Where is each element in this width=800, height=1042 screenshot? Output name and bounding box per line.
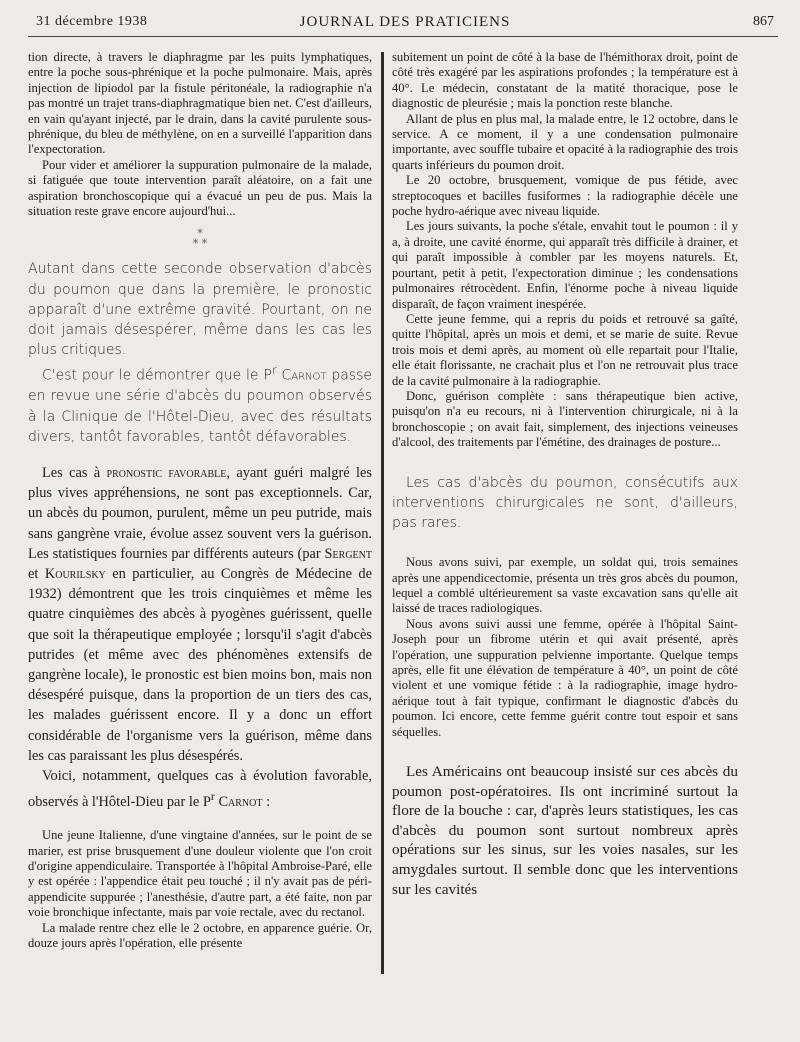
left-paragraph-2: Pour vider et améliorer la suppuration pulmonaire de la malade, si fatiguée que toute intervention paraît aléatoire, on a fait une aspiration bronchoscopique qui a évacué un peu de pus. Mais la situation reste grave encore aujourd'hui...	[28, 157, 372, 219]
left-paragraph-1: tion directe, à travers le diaphragme par les puits lymphatiques, entre la poche sous-phrénique et la poche pulmonaire. Mais, après injection de lipiodol par la fistule péritonéale, la radiographie n'a pas montré un trajet trans-diaphragmatique bien net. C'est d'ailleurs, en vain qu'ayant injecté, par le drain, dans la cavité purulente sous-phrénique, du bleu de méthylène, on en a surveillé l'apparition dans l'expectoration.	[28, 50, 372, 157]
body-paragraph-1: Les cas à pronostic favorable, ayant guéri malgré les plus vives appréhensions, ne sont pas exceptionnels. Car, un abcès du poumon, purulent, même un peu putride, mais sans gangrène vraie, évolue assez souvent vers la guérison. Les statistiques fournies par différents auteurs (par Sergent et Kourilsky en particulier, au Congrès de Médecine de 1932) démontrent que les trois cinquièmes et même les quatre cinquièmes des abcès à pyogènes guérissent, quelle que soit la thérapeutique employée ; lorsqu'il s'agit d'abcès putrides (et même avec des phénomènes extensifs de gangrène locale), le pronostic est bien moins bon, mais non désespéré puisque, dans la proportion de un tiers des cas, les malades guérissent encore. Il y a donc un effort considérable de l'organisme vers la guérison, même dans les cas paraissant les plus désespérés.	[28, 464, 372, 764]
right-column	[392, 50, 738, 899]
right-paragraph-8: Nous avons suivi aussi une femme, opérée à l'hôpital Saint-Joseph pour un fibrome utérin et qui avait présenté, après l'opération, une suppuration pelvienne importante. Quelque temps après, elle fit une élévation de température à 40°, un point de côté violent et une vomique fétide : à la radiographie, image hydro-aérique tout à fait typique, confirmant le diagnostic d'abcès du poumon. Ici encore, cette femme guérit contre tout espoir et sans séquelles.	[392, 616, 738, 739]
intro-paragraph-1: Autant dans cette seconde observation d'abcès du poumon que dans la première, le pronostic apparaît d'une extrême gravité. Pourtant, on ne doit jamais désespérer, même dans les cas les plus critiques.	[28, 261, 372, 359]
right-highlight-paragraph: Les cas d'abcès du poumon, consécutifs aux interventions chirurgicales ne sont, d'ailleurs, pas rares.	[392, 474, 738, 531]
right-paragraph-6: Donc, guérison complète : sans thérapeutique bien active, puisqu'on n'a eu recours, ni à l'intervention chirurgicale, ni à la bronchoscopie ; on avait fait, simplement, des injections veineuses d'alcool, des traitements par l'émétine, des drainages de posture...	[392, 388, 738, 450]
left-column	[28, 50, 372, 951]
header-date: 31 décembre 1938	[36, 14, 148, 29]
right-closing-paragraph: Les Américains ont beaucoup insisté sur ces abcès du poumon post-opératoires. Ils ont incriminé surtout la flore de la bouche : car, d'après leurs statistiques, les cas d'abcès du poumon sont surtout nombreux après opérations sur les sinus, sur les voies nasales, sur les amygdales surtout. Il semble donc que les interventions sur les cavités	[392, 763, 738, 898]
case-paragraph-2: La malade rentre chez elle le 2 octobre, en apparence guérie. Or, douze jours après l'opération, elle présente	[28, 920, 372, 951]
running-header	[36, 14, 774, 34]
right-paragraph-1: subitement un point de côté à la base de l'hémithorax droit, point de côté très exagéré par les aspirations profondes ; la température est à 40°. Le médecin, constatant de la matité thoracique, pose le diagnostic de pleurésie ; mais la ponction reste blanche.	[392, 50, 738, 111]
header-journal-title: JOURNAL DES PRATICIENS	[299, 14, 511, 30]
intro-paragraph-2: C'est pour le démontrer que le $P^r$ Carnot passe en revue une série d'abcès du poumon observés à la Clinique de l'Hôtel-Dieu, avec des résultats divers, tantôt favorables, tantôt défavorables.	[28, 363, 373, 445]
section-separator: * * *	[192, 227, 208, 251]
right-paragraph-4: Les jours suivants, la poche s'étale, envahit tout le poumon : il y a, à droite, une cavité énorme, qui apparaît très difficile à drainer, et qui paraît impossible à combler par les moyens naturels. Et, pourtant, petit à petit, l'expectoration diminue ; les condensations pulmonaires rétrocèdent. Enfin, l'énorme poche à niveau liquide disparaît, de façon vraiment inespérée.	[392, 219, 738, 311]
body-paragraph-2: Voici, notamment, quelques cas à évolution favorable, observés à l'Hôtel-Dieu par le $P^r$ Carnot :	[28, 768, 372, 810]
header-page-number: 867	[753, 14, 774, 29]
header-rule	[28, 36, 778, 37]
right-paragraph-2: Allant de plus en plus mal, la malade entre, le 12 octobre, dans le service. A ce moment, il y a une condensation pulmonaire importante, avec souffle tubaire et opacité à la radiographie des trois quarts inférieurs du poumon droit.	[392, 111, 738, 172]
column-divider	[381, 52, 384, 974]
right-paragraph-3: Le 20 octobre, brusquement, vomique de pus fétide, avec streptocoques et bacilles fusiformes : la radiographie décèle une poche hydro-aérique avec niveau liquide.	[392, 173, 738, 219]
right-paragraph-7: Nous avons suivi, par exemple, un soldat qui, trois semaines après une appendicectomie, présenta un très gros abcès du poumon, lequel a comblé ultérieurement sa vaste excavation sans qu'elle ait laissé de traces radiologiques.	[392, 555, 738, 616]
right-paragraph-5: Cette jeune femme, qui a repris du poids et retrouvé sa gaîté, quitte l'hôpital, après un mois et demi, et se marie de suite. Revue trois mois et demi après, au moment où elle repartait pour l'Italie, elle était florissante, ne crachait plus et l'on ne retrouvait plus trace de la cavité pulmonaire à la radiographie.	[392, 311, 738, 388]
case-paragraph-1: Une jeune Italienne, d'une vingtaine d'années, sur le point de se marier, est prise brusquement d'une douleur violente que l'on croit d'origine appendiculaire. Transportée à l'hôpital Ambroise-Paré, elle y est opérée : l'appendice était peu touché ; il n'y avait pas de péri-appendicite suppurée ; l'anesthésie, d'autre part, a été faite, non par voie bronchique infectante, mais par voie rectale, avec du rectanol.	[28, 828, 372, 920]
